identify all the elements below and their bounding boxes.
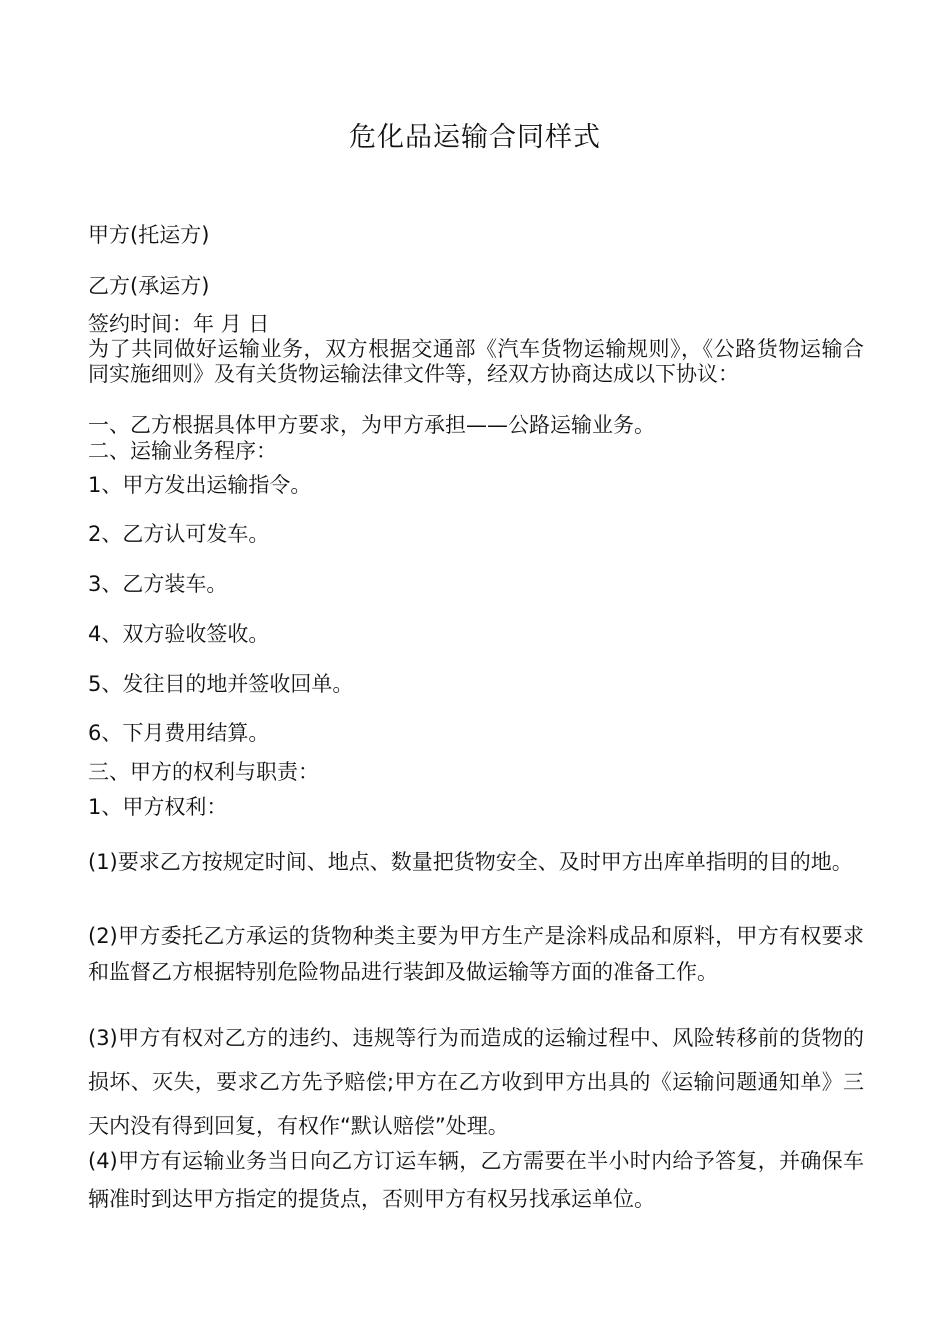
sign-date: 签约时间：年 月 日 [88,312,270,336]
right-item-3: (3)甲方有权对乙方的违约、违规等行为而造成的运输过程中、风险转移前的货物的损坏、灭失，要求乙方先予赔偿;甲方在乙方收到甲方出具的《运输问题通知单》三天内没有得到回复，有权作“默认赔偿”处理。 [88,1026,864,1138]
clause-1: 一、乙方根据具体甲方要求，为甲方承担——公路运输业务。 [88,413,655,437]
preamble-paragraph: 为了共同做好运输业务，双方根据交通部《汽车货物运输规则》，《公路货物运输合同实施细则》及有关货物运输法律文件等，经双方协商达成以下协议： [88,337,864,386]
party-b-label: 乙方(承运方) [88,274,210,298]
party-a-label: 甲方(托运方) [88,223,210,247]
procedure-item-1: 1、甲方发出运输指令。 [88,473,312,497]
procedure-item-4: 4、双方验收签收。 [88,622,270,646]
clause-2-heading: 二、运输业务程序： [88,439,277,463]
procedure-item-2: 2、乙方认可发车。 [88,522,270,546]
document-title: 危化品运输合同样式 [349,122,601,153]
procedure-item-3: 3、乙方装车。 [88,572,228,596]
clause-3-heading: 三、甲方的权利与职责： [88,760,319,784]
rights-heading: 1、甲方权利： [88,795,228,819]
right-item-4: (4)甲方有运输业务当日向乙方订运车辆，乙方需要在半小时内给予答复，并确保车辆准时到达甲方指定的提货点，否则甲方有权另找承运单位。 [88,1149,864,1211]
right-item-1: (1)要求乙方按规定时间、地点、数量把货物安全、及时甲方出库单指明的目的地。 [88,850,853,874]
procedure-item-5: 5、发往目的地并签收回单。 [88,672,354,696]
right-item-2: (2)甲方委托乙方承运的货物种类主要为甲方生产是涂料成品和原料，甲方有权要求和监督乙方根据特别危险物品进行装卸及做运输等方面的准备工作。 [88,924,864,984]
procedure-item-6: 6、下月费用结算。 [88,721,270,745]
